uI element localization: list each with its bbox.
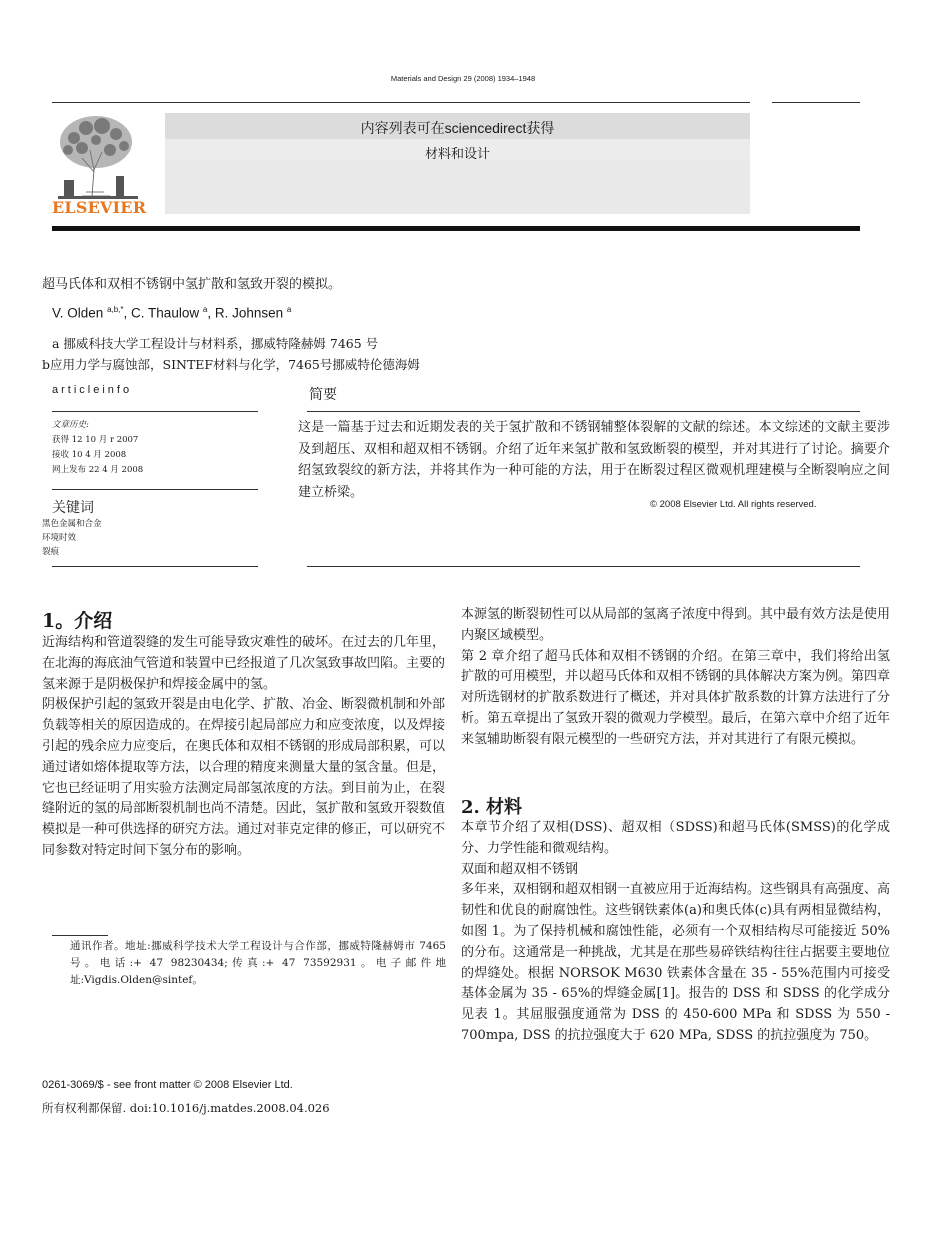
author-name: C. Thaulow (131, 305, 200, 321)
history-rule (52, 489, 258, 490)
abstract-text: 这是一篇基于过去和近期发表的关于氢扩散和不锈钢辅整体裂解的文献的综述。本文综述的文献主要涉及到超压、双相和超双相不锈钢。介绍了近年来氢扩散和氢致断裂的模型，并对其进行了讨论。摘要介绍氢致裂纹的新方法，并将其作为一种可能的方法，用于在断裂过程区微观机理建模与全断裂响应之间建立桥梁。 (298, 420, 890, 500)
corresponding-author-footnote: 通讯作者。地址:挪威科学技术大学工程设计与合作部，挪威特隆赫姆市 7465 号。电话:+ 47 98230434;传真:+ 47 73592931。电子邮件地址:Vigdis.Olden@sintef。 (70, 940, 446, 986)
journal-reference: Materials and Design 29 (2008) 1934–1948 (390, 74, 536, 83)
history-online: 网上发布 22 4 月 2008 (52, 465, 144, 475)
rights-doi-line: 所有权利都保留. doi:10.1016/j.matdes.2008.04.026 (42, 1101, 330, 1115)
paragraph: 阴极保护引起的氢致开裂是由电化学、扩散、冶金、断裂微机制和外部负载等相关的原因造成的。在焊接引起局部应力和应变浓度，以及焊接引起的残余应力应变后，在奥氏体和双相不锈钢的形成局部积累，可以通过诸如熔体提取等方法，以合理的精度来测量大量的氢含量。但是，它也已经证明了用实验方法测定局部氢浓度的方法。到目前为止，在裂缝附近的氢的局部断裂机制也尚不清楚。因此，氢扩散和氢致开裂数值模拟是一种可供选择的研究方法。通过对菲克定律的修正，可以研究不同参数对特定时间下氢分布的影响。 (42, 697, 446, 858)
keyword: 黑色金属和合金 (42, 519, 102, 529)
article-info-heading: articleinfo (52, 384, 133, 396)
right-column-top (461, 605, 890, 751)
abstract-top-rule (307, 411, 860, 412)
elsevier-wordmark: ELSEVIER (52, 198, 147, 217)
author-name: R. Johnsen (214, 305, 284, 321)
abstract-heading: 简要 (309, 386, 337, 402)
keywords-heading: 关键词 (52, 499, 94, 515)
affiliation-b: b应用力学与腐蚀部，SINTEF材料与化学，7465号挪威特伦德海姆 (42, 357, 420, 372)
abstract-bottom-rule (307, 566, 860, 567)
subsection-heading: 双面和超双相不锈钢 (461, 861, 579, 877)
abstract-copyright: © 2008 Elsevier Ltd. All rights reserved. (650, 499, 817, 510)
author-list: V. Olden $^{a,b,*}$, C. Thaulow $^a$, R. Johnsen $^a$ (52, 305, 292, 321)
affiliation-a: a 挪威科技大学工程设计与材料系，挪威特隆赫姆 7465 号 (52, 336, 379, 351)
header-thick-rule (52, 226, 860, 231)
author-affiliation-mark: a (202, 305, 208, 314)
paragraph: 第 2 章介绍了超马氏体和双相不锈钢的介绍。在第三章中，我们将给出氢扩散的可用模型，并以超马氏体和双相不锈钢的具体解决方案为例。第四章对所选钢材的扩散系数进行了概述，并对具体扩散系数的计算方法进行了分析。第五章提出了氢致开裂的微观力学模型。最后，在第六章中介绍了近年来氢辅助断裂有限元模型的一些研究方法，并对其进行了有限元模拟。 (461, 648, 891, 747)
article-info-rule (52, 411, 258, 412)
paragraph: 近海结构和管道裂缝的发生可能导致灾难性的破坏。在过去的几年里，在北海的海底油气管道和装置中已经报道了几次氢致事故凹陷。主要的氢来源于是阴极保护和焊接金属中的氢。 (42, 635, 446, 692)
history-accepted: 接收 10 4 月 2008 (52, 450, 127, 460)
paragraph: 多年来，双相钢和超双相钢一直被应用于近海结构。这些钢具有高强度、高韧性和优良的耐腐蚀性。这些钢铁素体(a)和奥氏体(c)具有两相显微结构，如图 1。为了保持机械和腐蚀性能，必须有一个双相结构尽可能接近 50%的分布。这通常是一种挑战，尤其是在那些易碎铁结构往往占据要主要地位的焊缝处。根据 NORSOK M630 铁素体含量在 35 - 55%范围内可接受基体金属为 35 - 65%的焊缝金属[1]。报告的 DSS 和 SDSS 的化学成分见表 1。其屈服强度通常为 DSS 的 450-600 MPa 和 SDSS 为 550 - 700mpa, DSS 的抗拉强度大于 620 MPa, SDSS 的抗拉强度为 750。 (461, 882, 891, 1043)
top-rule-right (772, 102, 860, 103)
author-affiliation-mark: a (286, 305, 292, 314)
paragraph: 本章节介绍了双相(DSS)、超双相（SDSS)和超马氏体(SMSS)的化学成分、力学性能和微观结构。 (461, 820, 890, 856)
footnote-rule (52, 935, 108, 936)
journal-name: 材料和设计 (424, 146, 490, 161)
left-column (42, 633, 445, 862)
top-rule-left (52, 102, 750, 103)
keyword: 环境时效 (42, 533, 77, 543)
keyword: 裂痕 (42, 547, 60, 557)
right-column-section-2 (461, 818, 890, 1047)
author-name: V. Olden (52, 305, 104, 321)
paragraph: 本源氢的断裂韧性可以从局部的氢离子浓度中得到。其中最有效方法是使用内聚区域模型。 (461, 607, 891, 643)
section-2-title: 2. 材料 (461, 797, 523, 818)
author-affiliation-mark: a,b,* (107, 305, 124, 314)
article-history-label: 文章历史: (52, 420, 89, 430)
keywords-rule (52, 566, 258, 567)
issn-line: 0261-3069/$ - see front matter © 2008 Elsevier Ltd. (42, 1079, 293, 1091)
contents-availability-line: 内容列表可在sciencedirect获得 (360, 120, 555, 136)
section-1-title: 1。介绍 (42, 610, 113, 632)
history-received: 获得 12 10 月 r 2007 (52, 435, 139, 445)
article-title: 超马氏体和双相不锈钢中氢扩散和氢致开裂的模拟。 (42, 277, 342, 292)
